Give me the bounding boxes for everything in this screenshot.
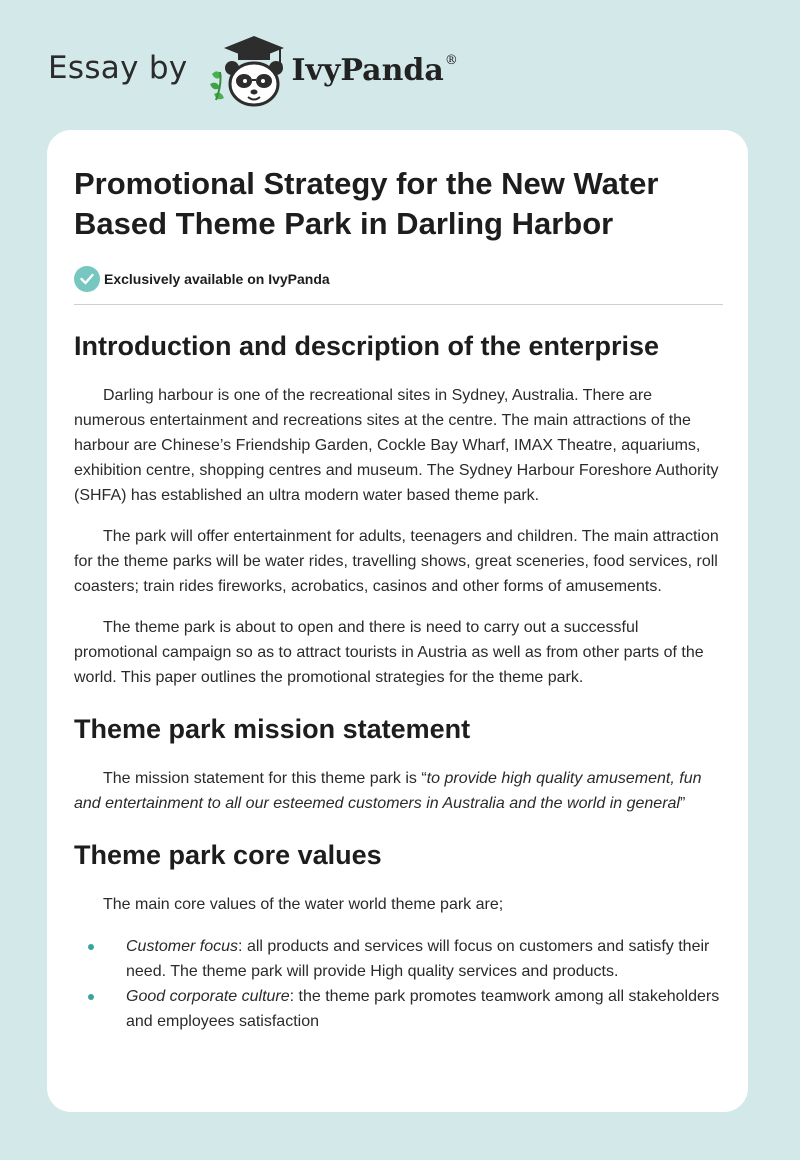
bullet-icon (88, 944, 94, 950)
list-item: Customer focus: all products and services will focus on customers and satisfy their need. The theme park will provide High quality services and products. (74, 934, 723, 984)
paragraph: The main core values of the water world theme park are; (103, 896, 504, 913)
section-heading-mission: Theme park mission statement (74, 714, 471, 744)
mission-paragraph: The mission statement for this theme park is “to provide high quality amusement, fun and entertainment to all our esteemed customers in Australia and the world in general” (74, 770, 702, 812)
site-header (48, 34, 458, 110)
essay-card (47, 130, 748, 1112)
section-heading-core-values: Theme park core values (74, 840, 382, 870)
brand-name: IvyPanda® (291, 52, 458, 88)
check-icon (74, 266, 100, 292)
list-item: Good corporate culture: the theme park promotes teamwork among all stakeholders and employees satisfaction (74, 984, 723, 1034)
ivypanda-logo[interactable] (202, 34, 458, 110)
core-values-list (74, 934, 723, 1034)
divider (74, 304, 723, 305)
paragraph: Darling harbour is one of the recreational sites in Sydney, Australia. There are numerous entertainment and recreations sites at the centre. The main attractions of the harbour are Chinese’s Friendship Garden, Cockle Bay Wharf, IMAX Theatre, aquariums, exhibition centre, shopping centres and museum. The Sydney Harbour Foreshore Authority (SHFA) has established an ultra modern water based theme park. (74, 387, 719, 504)
paragraph: The theme park is about to open and there is need to carry out a successful promotional campaign so as to attract tourists in Austria as well as from other parts of the world. This paper outlines the promotional strategies for the theme park. (74, 619, 704, 686)
essay-by-label: Essay by (48, 50, 188, 86)
page-title: Promotional Strategy for the New Water Based Theme Park in Darling Harbor (74, 166, 659, 241)
panda-graduate-icon (202, 34, 288, 110)
exclusive-badge (74, 266, 723, 292)
bullet-icon (88, 994, 94, 1000)
exclusive-label: Exclusively available on IvyPanda (104, 271, 330, 287)
section-heading-introduction: Introduction and description of the enterprise (74, 331, 660, 361)
mission-quote: to provide high quality amusement, fun and entertainment to all our esteemed customers in Australia and the world in general (74, 770, 702, 812)
paragraph: The park will offer entertainment for adults, teenagers and children. The main attraction for the theme parks will be water rides, travelling shows, great sceneries, food services, roll coasters; train rides fireworks, acrobatics, casinos and other forms of amusements. (74, 528, 719, 595)
